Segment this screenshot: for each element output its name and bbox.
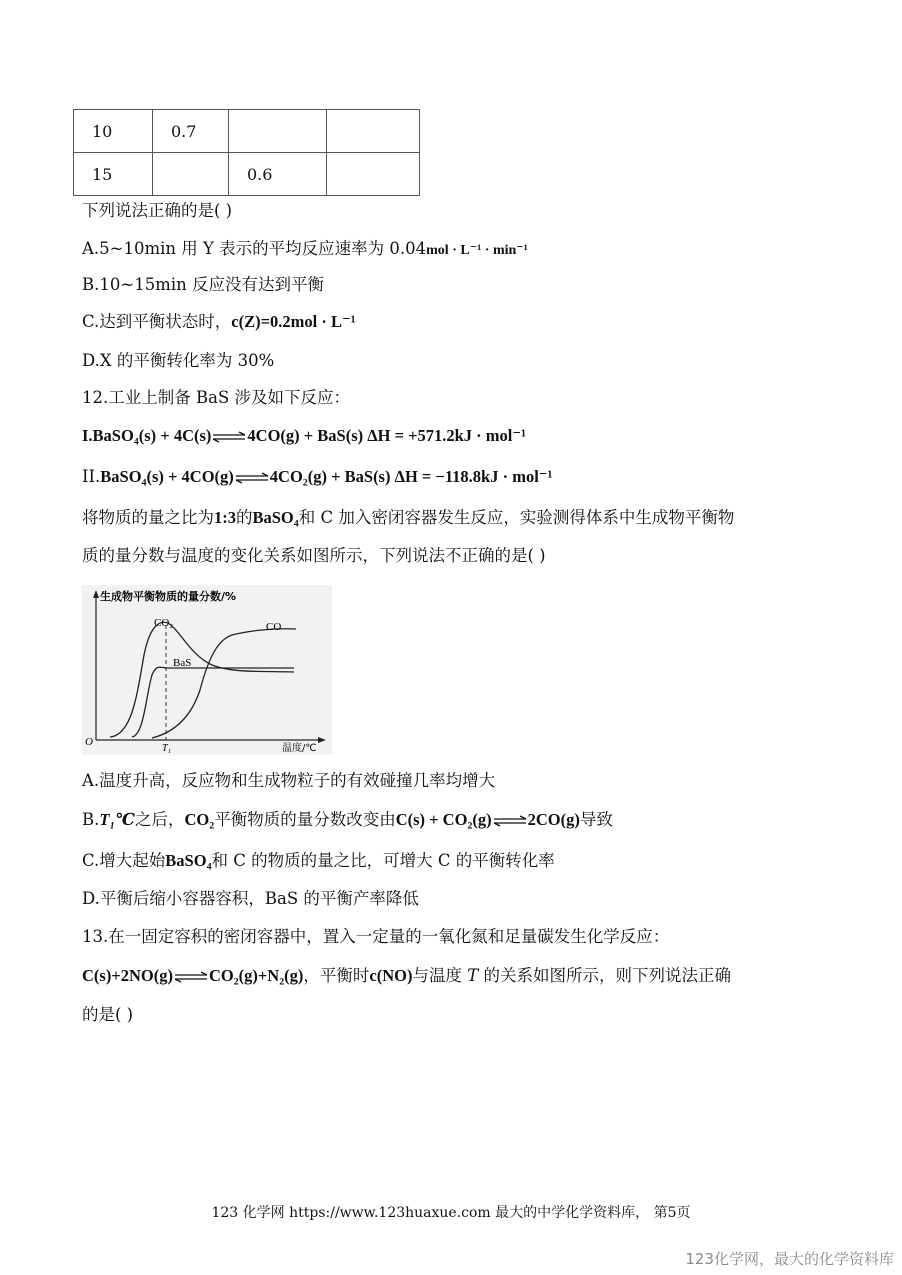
table-cell: 15 — [92, 164, 113, 184]
q11-option-c: C.达到平衡状态时，c(Z)=0.2mol · L⁻¹ — [82, 312, 356, 331]
q12-description-line2: 质的量分数与温度的变化关系如图所示，下列说法不正确的是( ) — [82, 546, 546, 565]
legend-label-co: CO — [266, 621, 282, 633]
legend-label-co2: CO₂ — [154, 617, 174, 629]
q13-stem: 13.在一固定容积的密闭容器中，置入一定量的一氧化氮和足量碳发生化学反应： — [82, 927, 670, 946]
table-cell: 10 — [92, 121, 113, 141]
origin-label: O — [85, 736, 93, 748]
equilibrium-arrow-icon — [174, 971, 208, 983]
q13-equation-line: C(s)+2NO(g) CO₂(g)+N₂(g)，平衡时c(NO)与温度 T 的关系如图所示，则下列说法正确 — [82, 966, 732, 985]
table-row — [74, 153, 420, 196]
q12-stem: 12.工业上制备 BaS 涉及如下反应： — [82, 388, 350, 407]
q12-reaction-1: I.BaSO₄(s) + 4C(s) 4CO(g) + BaS(s) ΔH = +571.2kJ · mol⁻¹ — [82, 426, 527, 445]
table-cell: 0.7 — [171, 121, 197, 141]
q13-stem-line2: 的是( ) — [82, 1005, 134, 1024]
q11-option-a: A.5~10min 用 Y 表示的平均反应速率为 0.04mol · L⁻¹ · min⁻¹ — [82, 239, 528, 258]
chart-background — [82, 585, 332, 755]
equilibrium-arrow-icon — [212, 431, 246, 443]
x-axis-label: 温度/℃ — [282, 743, 317, 754]
legend-label-bas: BaS — [173, 657, 192, 669]
table-cell: 0.6 — [247, 164, 273, 184]
data-table — [73, 109, 420, 196]
table-row — [74, 110, 420, 153]
q11-option-d: D.X 的平衡转化率为 30% — [82, 351, 275, 370]
q12-option-c: C.增大起始BaSO₄和 C 的物质的量之比，可增大 C 的平衡转化率 — [82, 851, 555, 870]
q12-description-line1: 将物质的量之比为1:3的BaSO₄和 C 加入密闭容器发生反应，实验测得体系中生成物平衡物 — [82, 508, 735, 527]
equilibrium-chart — [82, 585, 332, 755]
equilibrium-arrow-icon — [493, 815, 527, 827]
q11-stem: 下列说法正确的是( ) — [82, 201, 233, 220]
page-footer: 123 化学网 https://www.123huaxue.com 最大的中学化学资料库， 第5页 — [211, 1205, 691, 1221]
q12-reaction-2: II.BaSO₄(s) + 4CO(g) 4CO₂(g) + BaS(s) ΔH = −118.8kJ · mol⁻¹ — [82, 467, 553, 486]
q11-option-b: B.10~15min 反应没有达到平衡 — [82, 275, 324, 294]
q12-option-b: B.T₁℃之后，CO₂平衡物质的量分数改变由C(s) + CO₂(g) 2CO(g)导致 — [82, 810, 613, 829]
y-axis-label: 生成物平衡物质的量分数/% — [100, 590, 237, 603]
x-marker-label: T₁ — [162, 743, 172, 754]
q12-option-a: A.温度升高，反应物和生成物粒子的有效碰撞几率均增大 — [82, 771, 496, 790]
equilibrium-arrow-icon — [235, 472, 269, 484]
q12-option-d: D.平衡后缩小容器容积，BaS 的平衡产率降低 — [82, 889, 419, 908]
watermark: 123化学网，最大的化学资料库 — [685, 1250, 894, 1268]
